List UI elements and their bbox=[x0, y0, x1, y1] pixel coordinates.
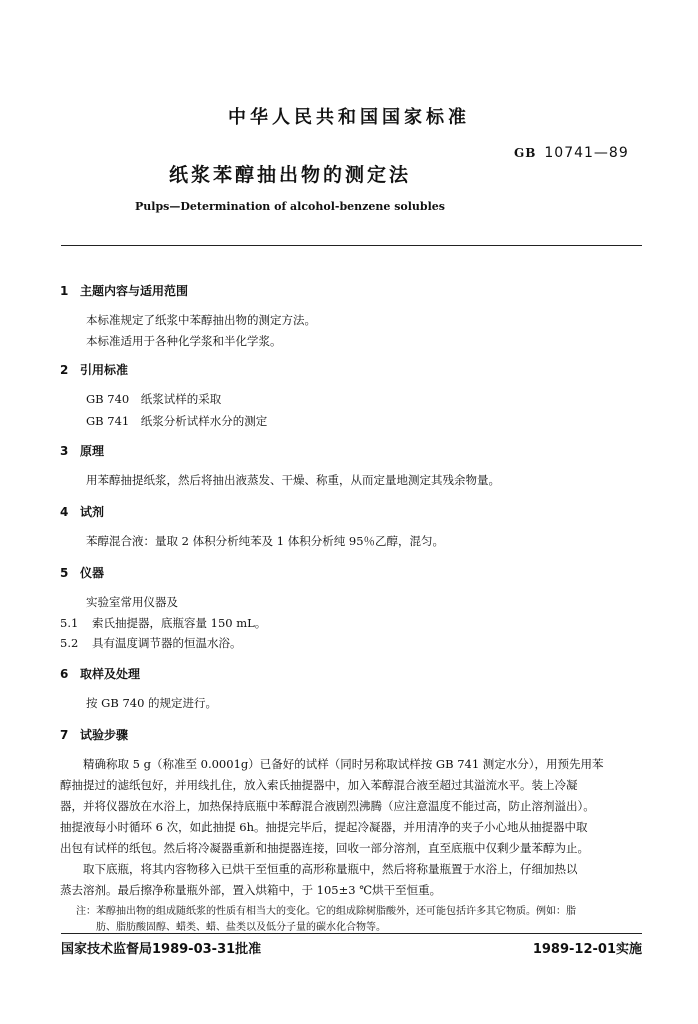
document-subtitle: Pulps—Determination of alcohol-benzene solubles bbox=[135, 200, 445, 213]
approval-date: 国家技术监督局1989-03-31批准 bbox=[61, 942, 262, 957]
section-7-para-1-line-1: 精确称取 5 g（称准至 0.0001g）已备好的试样（同时另称取试样按 GB 741 测定水分），用预先用苯 bbox=[60, 757, 604, 771]
section-2-heading: 2 引用标准 bbox=[60, 363, 129, 377]
section-7-heading: 7 试验步骤 bbox=[60, 728, 129, 742]
standard-number bbox=[514, 145, 629, 161]
section-2-line-1: GB 740 纸浆试样的采取 bbox=[86, 392, 222, 406]
section-6-heading: 6 取样及处理 bbox=[60, 667, 141, 681]
standard-label: GB bbox=[514, 146, 537, 160]
section-2-line-2: GB 741 纸浆分析试样水分的测定 bbox=[86, 414, 268, 428]
section-7-para-1-line-4: 抽提液每小时循环 6 次，如此抽提 6h。抽提完毕后，提起冷凝器，并用清净的夹子小心地从抽提器中取 bbox=[60, 820, 588, 834]
section-5-heading: 5 仪器 bbox=[60, 566, 105, 580]
section-1-line-2: 本标准适用于各种化学浆和半化学浆。 bbox=[86, 334, 282, 348]
section-7-note-line-1: 注：苯醇抽出物的组成随纸浆的性质有相当大的变化。它的组成除树脂酸外，还可能包括许多其它物质。例如：脂 bbox=[76, 906, 576, 917]
national-standard-heading: 中华人民共和国国家标准 bbox=[228, 107, 470, 128]
section-7-note-line-2: 肪、脂肪酸固醇、蜡类、蜡、盐类以及低分子量的碳水化合物等。 bbox=[76, 922, 386, 933]
section-5-1: 5.1 索氏抽提器，底瓶容量 150 mL。 bbox=[60, 616, 267, 630]
section-6-line-1: 按 GB 740 的规定进行。 bbox=[86, 696, 218, 710]
section-7-para-1-line-3: 器，并将仪器放在水浴上，加热保持底瓶中苯醇混合液剧烈沸腾（应注意温度不能过高，防止溶剂溢出）。 bbox=[60, 799, 595, 813]
section-4-heading: 4 试剂 bbox=[60, 505, 105, 519]
section-1-line-1: 本标准规定了纸浆中苯醇抽出物的测定方法。 bbox=[86, 313, 316, 327]
section-3-heading: 3 原理 bbox=[60, 444, 105, 458]
section-3-line-1: 用苯醇抽提纸浆，然后将抽出液蒸发、干燥、称重，从而定量地测定其残余物量。 bbox=[86, 473, 500, 487]
section-5-2: 5.2 具有温度调节器的恒温水浴。 bbox=[60, 636, 242, 650]
header-divider bbox=[61, 245, 642, 246]
footer-divider bbox=[61, 933, 642, 934]
section-7-para-2-line-2: 蒸去溶剂。最后擦净称量瓶外部，置入烘箱中，于 105±3 ℃烘干至恒重。 bbox=[60, 883, 442, 897]
section-7-para-1-line-5: 出包有试样的纸包。然后将冷凝器重新和抽提器连接，回收一部分溶剂，直至底瓶中仅剩少量苯醇为止。 bbox=[60, 841, 589, 855]
section-7-para-2-line-1: 取下底瓶，将其内容物移入已烘干至恒重的高形称量瓶中，然后将称量瓶置于水浴上，仔细加热以 bbox=[60, 862, 578, 876]
section-1-heading: 1 主题内容与适用范围 bbox=[60, 284, 189, 298]
section-5-line-1: 实验室常用仪器及 bbox=[86, 595, 178, 609]
section-7-para-1-line-2: 醇抽提过的滤纸包好，并用线扎住，放入索氏抽提器中，加入苯醇混合液至超过其溢流水平。装上冷凝 bbox=[60, 778, 578, 792]
document-title: 纸浆苯醇抽出物的测定法 bbox=[168, 164, 411, 186]
standard-code: 10741—89 bbox=[544, 145, 629, 161]
implementation-date: 1989-12-01实施 bbox=[532, 942, 642, 957]
section-4-line-1: 苯醇混合液：量取 2 体积分析纯苯及 1 体积分析纯 95％乙醇，混匀。 bbox=[86, 534, 445, 548]
